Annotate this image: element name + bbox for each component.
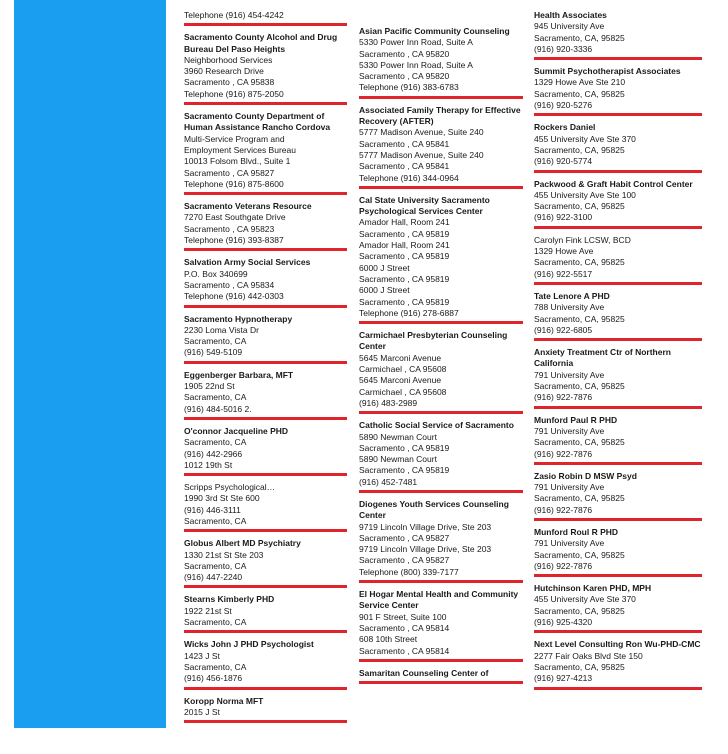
red-divider	[534, 406, 702, 409]
red-divider	[534, 462, 702, 465]
entry-line: (916) 922-6805	[534, 324, 593, 335]
entry-line: 901 F Street, Suite 100	[359, 611, 447, 622]
entry-line: Sacramento, CA, 95825	[534, 257, 625, 268]
entry-name: Tate Lenore A PHD	[534, 290, 610, 301]
entry-line: (916) 484-5016 2.	[184, 403, 252, 414]
entry-line: (916) 456-1876	[184, 673, 243, 684]
entry-name: Summit Psychotherapist Associates	[534, 66, 681, 77]
red-divider	[184, 361, 347, 364]
red-divider	[184, 102, 347, 105]
entry-line: 3960 Research Drive	[184, 66, 264, 77]
red-divider	[184, 473, 347, 476]
entry-line: 1922 21st St	[184, 605, 232, 616]
entry-line: 791 University Ave	[534, 538, 605, 549]
entry-line: (916) 922-5517	[534, 268, 593, 279]
red-divider	[534, 282, 702, 285]
entry-line: Sacramento , CA 95827	[184, 167, 275, 178]
entry-name: Zasio Robin D MSW Psyd	[534, 470, 637, 481]
entry-line: (916) 447-2240	[184, 572, 243, 583]
entry-line: Sacramento, CA	[184, 515, 247, 526]
entry-line: Sacramento, CA, 95825	[534, 605, 625, 616]
directory-entry	[534, 527, 702, 572]
red-divider	[359, 96, 523, 99]
red-divider	[359, 411, 523, 414]
directory-entry	[184, 257, 347, 302]
entry-name: Rockers Daniel	[534, 122, 596, 133]
red-divider	[534, 57, 702, 60]
entry-name: Salvation Army Social Services	[184, 257, 311, 268]
entry-line: Sacramento, CA, 95825	[534, 381, 625, 392]
red-divider	[359, 321, 523, 324]
entry-line: Telephone (916) 393-8387	[184, 235, 284, 246]
entry-name: Anxiety Treatment Ctr of Northern California	[534, 347, 671, 369]
entry-line: Sacramento , CA 95820	[359, 48, 450, 59]
directory-entry	[184, 32, 347, 100]
entry-line: Telephone (916) 344-0964	[359, 172, 459, 183]
red-divider	[184, 529, 347, 532]
directory-entry	[359, 499, 523, 578]
entry-line: Sacramento, CA, 95825	[534, 661, 625, 672]
entry-name: Munford Roul R PHD	[534, 526, 619, 537]
entry-line: Telephone (916) 875-8600	[184, 178, 284, 189]
entry-name: Sacramento County Alcohol and Drug Bureau Del Paso Heights	[184, 32, 338, 54]
entry-line: (916) 442-2966	[184, 448, 243, 459]
directory-entry	[534, 291, 702, 336]
entry-line: 5330 Power Inn Road, Suite A	[359, 59, 473, 70]
entry-line: 455 University Ave Ste 370	[534, 594, 636, 605]
entry-line: 9719 Lincoln Village Drive, Ste 203	[359, 544, 492, 555]
entry-line: 10013 Folsom Blvd., Suite 1	[184, 156, 291, 167]
directory-entry	[359, 195, 523, 319]
entry-line: Carmichael , CA 95608	[359, 364, 447, 375]
entry-line: (916) 920-5276	[534, 100, 593, 111]
red-divider	[359, 490, 523, 493]
entry-name: Cal State University Sacramento Psychological Services Center	[359, 194, 490, 217]
entry-line: 5890 Newman Court	[359, 454, 437, 465]
entry-name: Koropp Norma MFT	[184, 695, 264, 706]
entry-line: 945 University Ave	[534, 21, 605, 32]
red-divider	[534, 113, 702, 116]
entry-line: Carmichael , CA 95608	[359, 386, 447, 397]
directory-entry	[534, 471, 702, 516]
entry-line: Sacramento, CA	[184, 661, 247, 672]
directory-entry	[184, 594, 347, 628]
entry-line: Multi-Service Program and	[184, 133, 285, 144]
red-divider	[534, 170, 702, 173]
entry-line: 5890 Newman Court	[359, 431, 437, 442]
directory-entry	[184, 639, 347, 684]
entry-line: 1423 J St	[184, 650, 220, 661]
red-divider	[534, 574, 702, 577]
entry-line: Sacramento, CA	[184, 617, 247, 628]
directory-column-3	[534, 10, 702, 738]
entry-line: Sacramento , CA 95827	[359, 555, 450, 566]
entry-line: Sacramento , CA 95819	[359, 465, 450, 476]
red-divider	[359, 659, 523, 662]
red-divider	[534, 630, 702, 633]
entry-line: Telephone (916) 454-4242	[184, 10, 284, 20]
red-divider	[534, 687, 702, 690]
entry-line: 5330 Power Inn Road, Suite A	[359, 37, 473, 48]
entry-name: O'connor Jacqueline PHD	[184, 425, 289, 436]
entry-name: Asian Pacific Community Counseling	[359, 26, 510, 36]
entry-line: 1905 22nd St	[184, 381, 235, 392]
directory-entry	[359, 668, 523, 679]
entry-line: Sacramento, CA, 95825	[534, 313, 625, 324]
entry-line: 455 University Ave Ste 100	[534, 189, 636, 200]
directory-entry	[184, 696, 347, 719]
red-divider	[534, 338, 702, 341]
entry-line: Sacramento, CA	[184, 336, 247, 347]
entry-line: (916) 549-5109	[184, 347, 243, 358]
entry-line: Sacramento, CA, 95825	[534, 144, 625, 155]
entry-name: Stearns Kimberly PHD	[184, 594, 275, 605]
entry-line: (916) 922-7876	[534, 392, 593, 403]
entry-line: Amador Hall, Room 241	[359, 217, 450, 228]
entry-line: 2230 Loma Vista Dr	[184, 324, 259, 335]
directory-entry	[534, 66, 702, 111]
directory-entry	[534, 347, 702, 403]
entry-line: Sacramento, CA, 95825	[534, 88, 625, 99]
directory-entry	[184, 314, 347, 359]
directory-entry	[534, 583, 702, 628]
entry-line: 2015 J St	[184, 706, 220, 717]
entry-line: 7270 East Southgate Drive	[184, 212, 286, 223]
directory-entry	[184, 201, 347, 246]
entry-line: 608 10th Street	[359, 634, 418, 645]
entry-line: Sacramento , CA 95819	[359, 228, 450, 239]
directory-entry	[534, 639, 702, 684]
directory-entry	[184, 538, 347, 583]
directory-entry	[359, 105, 523, 184]
entry-line: (916) 452-7481	[359, 476, 418, 487]
entry-line: Sacramento, CA, 95825	[534, 201, 625, 212]
entry-line: Amador Hall, Room 241	[359, 240, 450, 251]
entry-line: Sacramento , CA 95841	[359, 138, 450, 149]
directory-entry	[534, 415, 702, 460]
entry-line: Sacramento , CA 95819	[359, 251, 450, 262]
entry-name: Eggenberger Barbara, MFT	[184, 369, 294, 380]
red-divider	[184, 23, 347, 26]
directory-entry	[184, 426, 347, 471]
entry-line: Sacramento, CA, 95825	[534, 493, 625, 504]
entry-line: Sacramento , CA 95827	[359, 532, 450, 543]
entry-name: Sacramento County Department of Human Assistance Rancho Cordova	[184, 111, 331, 133]
entry-line: Telephone (916) 875-2050	[184, 88, 284, 99]
entry-line: Sacramento, CA	[184, 560, 247, 571]
entry-name: Next Level Consulting Ron Wu-PHD-CMC	[534, 639, 701, 650]
entry-line: Sacramento, CA, 95825	[534, 32, 625, 43]
entry-line: 1012 19th St	[184, 459, 233, 470]
entry-name: Associated Family Therapy for Effective Recovery (AFTER)	[359, 104, 521, 127]
entry-line: Sacramento, CA, 95825	[534, 549, 625, 560]
entry-line: Sacramento, CA	[184, 437, 247, 448]
entry-name: Health Associates	[534, 10, 607, 20]
entry-line: 5645 Marconi Avenue	[359, 375, 442, 386]
red-divider	[359, 681, 523, 684]
directory-entry	[359, 26, 523, 94]
entry-name: Munford Paul R PHD	[534, 414, 618, 425]
entry-line: (916) 922-7876	[534, 560, 593, 571]
entry-line: (916) 922-3100	[534, 212, 593, 223]
directory-entry	[534, 122, 702, 167]
entry-line: Sacramento , CA 95820	[359, 71, 450, 82]
entry-line: Neighborhood Services	[184, 54, 273, 65]
entry-line: Sacramento, CA, 95825	[534, 437, 625, 448]
entry-line: 791 University Ave	[534, 482, 605, 493]
entry-name: Wicks John J PHD Psychologist	[184, 639, 314, 650]
entry-name: Packwood & Graft Habit Control Center	[534, 178, 693, 189]
entry-line: P.O. Box 340699	[184, 268, 248, 279]
entry-line: Telephone (916) 383-6783	[359, 82, 459, 93]
entry-line: Sacramento , CA 95823	[184, 223, 275, 234]
directory-entry	[534, 179, 702, 224]
entry-line: Sacramento , CA 95838	[184, 77, 275, 88]
entry-line: 1329 Howe Ave Ste 210	[534, 77, 626, 88]
entry-line: 1990 3rd St Ste 600	[184, 493, 260, 504]
entry-name: Hutchinson Karen PHD, MPH	[534, 583, 652, 594]
directory-entry	[184, 370, 347, 415]
red-divider	[184, 630, 347, 633]
directory-column-1	[184, 10, 347, 738]
entry-line: (916) 927-4213	[534, 673, 593, 684]
directory-entry	[359, 330, 523, 409]
directory-entry	[184, 482, 347, 527]
directory-entry	[534, 235, 702, 280]
entry-name: Sacramento Veterans Resource	[184, 201, 312, 212]
entry-line: 6000 J Street	[359, 285, 410, 296]
red-divider	[184, 305, 347, 308]
directory-entry	[184, 111, 347, 190]
entry-line: Sacramento , CA 95834	[184, 279, 275, 290]
entry-name: Diogenes Youth Services Counseling Center	[359, 498, 509, 521]
entry-line: Sacramento , CA 95819	[359, 442, 450, 453]
entry-line: Sacramento , CA 95814	[359, 622, 450, 633]
entry-line: Telephone (916) 278-6887	[359, 307, 459, 318]
entry-line: 5777 Madison Avenue, Suite 240	[359, 127, 484, 138]
entry-line: (916) 920-5774	[534, 156, 593, 167]
entry-line: Telephone (916) 442-0303	[184, 291, 284, 302]
entry-line: 791 University Ave	[534, 369, 605, 380]
entry-line: Carolyn Fink LCSW, BCD	[534, 234, 631, 245]
directory-entry	[359, 420, 523, 488]
entry-line: 455 University Ave Ste 370	[534, 133, 636, 144]
entry-name: Globus Albert MD Psychiatry	[184, 538, 301, 549]
entry-line: (916) 925-4320	[534, 617, 593, 628]
entry-name: Carmichael Presbyterian Counseling Center	[359, 330, 508, 352]
directory-entry	[184, 10, 347, 21]
directory-entry	[359, 589, 523, 657]
entry-line: Sacramento , CA 95841	[359, 161, 450, 172]
entry-name: Samaritan Counseling Center of	[359, 667, 489, 678]
entry-line: (916) 446-3111	[184, 504, 241, 515]
entry-line: Sacramento , CA 95814	[359, 645, 450, 656]
entry-line: Employment Services Bureau	[184, 144, 296, 155]
entry-line: Sacramento , CA 95819	[359, 273, 450, 284]
entry-name: Sacramento Hypnotherapy	[184, 313, 293, 324]
entry-name: Catholic Social Service of Sacramento	[359, 420, 514, 431]
entry-line: 5645 Marconi Avenue	[359, 352, 442, 363]
entry-line: 788 University Ave	[534, 302, 605, 313]
entry-line: 791 University Ave	[534, 425, 605, 436]
red-divider	[534, 226, 702, 229]
directory-column-2	[359, 26, 523, 754]
red-divider	[184, 248, 347, 251]
entry-line: Telephone (800) 339-7177	[359, 566, 459, 577]
entry-line: (916) 483-2989	[359, 397, 418, 408]
red-divider	[534, 518, 702, 521]
entry-line: Scripps Psychological…	[184, 482, 276, 493]
entry-line: 1329 Howe Ave	[534, 246, 594, 257]
blue-sidebar-panel	[14, 0, 166, 728]
entry-line: (916) 922-7876	[534, 504, 593, 515]
entry-name: El Hogar Mental Health and Community Service Center	[359, 589, 519, 611]
red-divider	[184, 417, 347, 420]
red-divider	[184, 687, 347, 690]
entry-line: 6000 J Street	[359, 262, 410, 273]
entry-line: (916) 920-3336	[534, 43, 593, 54]
red-divider	[184, 720, 347, 723]
directory-entry	[534, 10, 702, 55]
red-divider	[184, 192, 347, 195]
red-divider	[184, 585, 347, 588]
entry-line: Sacramento, CA	[184, 392, 247, 403]
red-divider	[359, 186, 523, 189]
entry-line: (916) 922-7876	[534, 448, 593, 459]
entry-line: 9719 Lincoln Village Drive, Ste 203	[359, 521, 492, 532]
entry-line: 5777 Madison Avenue, Suite 240	[359, 149, 484, 160]
entry-line: Sacramento , CA 95819	[359, 296, 450, 307]
entry-line: 2277 Fair Oaks Blvd Ste 150	[534, 650, 643, 661]
red-divider	[359, 580, 523, 583]
entry-line: 1330 21st St Ste 203	[184, 549, 264, 560]
